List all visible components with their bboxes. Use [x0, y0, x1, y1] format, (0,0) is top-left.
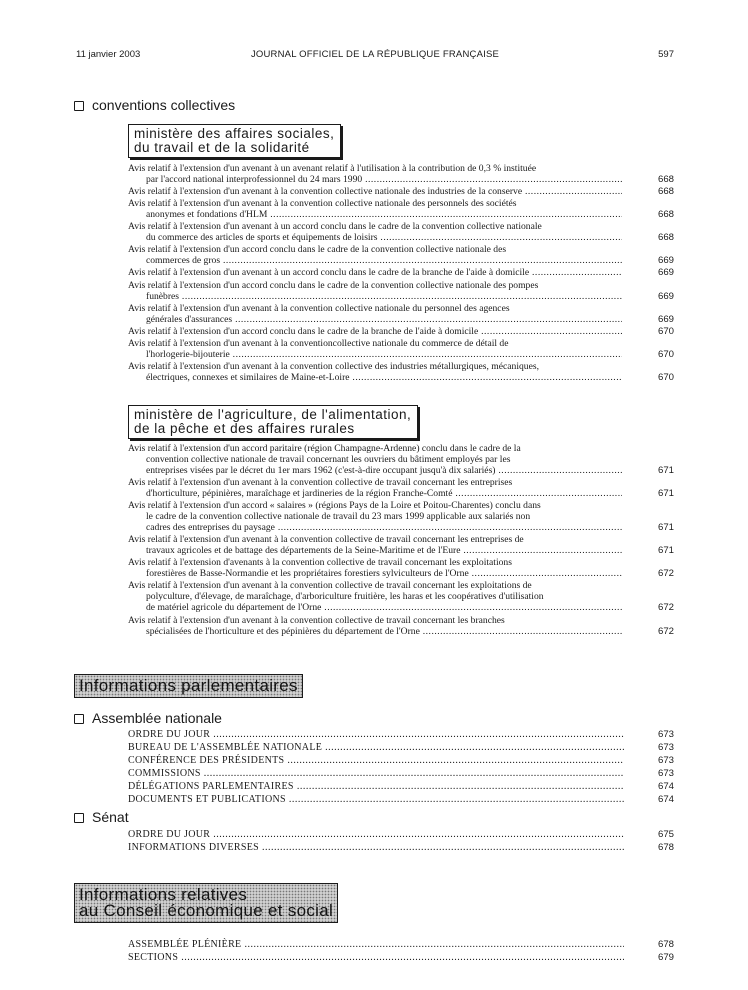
ministry-line: de la pêche et des affaires rurales: [134, 421, 355, 436]
ministry-heading-agriculture: [128, 405, 418, 439]
entry-page: 678: [657, 939, 674, 950]
toc-row[interactable]: DOCUMENTS ET PUBLICATIONS ..... 674: [128, 793, 674, 806]
entry-page: 668: [657, 186, 674, 198]
section-conventions-collectives: [74, 96, 235, 114]
ministry-agriculture-entries: [128, 443, 674, 638]
section-title: Sénat: [92, 809, 129, 825]
toc-entry[interactable]: Avis relatif à l'extension d'un avenant à la convention collective de travail concernant les entreprises d'horticulture, pépinières, maraîchage et jardineries de la région Franche-Comté ..... 671: [128, 477, 674, 499]
ministry-heading-social: [128, 124, 341, 158]
toc-row[interactable]: ASSEMBLÉE PLÉNIÈRE ..... 678: [128, 938, 674, 951]
entry-page: 673: [657, 768, 674, 779]
entry-page: 671: [657, 488, 674, 500]
entry-page: 673: [657, 729, 674, 740]
entry-page: 669: [657, 313, 674, 325]
journal-title: JOURNAL OFFICIEL DE LA RÉPUBLIQUE FRANÇAISE: [250, 49, 500, 60]
toc-row[interactable]: INFORMATIONS DIVERSES ..... 678: [128, 841, 674, 854]
band-title: Informations parlementaires: [79, 676, 298, 695]
ministry-social-entries: [128, 163, 674, 384]
entry-page: 671: [657, 465, 674, 476]
page-header: [76, 49, 674, 63]
ministry-line: ministère de l'agriculture, de l'alimentation,: [134, 407, 412, 422]
toc-entry[interactable]: Avis relatif à l'extension d'un avenant à la convention collective de travail concernant les entreprises de travaux agricoles et de battage des départements de la Seine-Maritime et de l'Eure ..... 671: [128, 534, 674, 556]
toc-entry[interactable]: Avis relatif à l'extension d'un accord conclu dans le cadre de la convention collective nationale des commerces de gros ..... 669: [128, 244, 674, 266]
entry-page: 668: [657, 174, 674, 185]
toc-entry[interactable]: Avis relatif à l'extension d'un avenant à la convention collective des industries métallurgiques, mécaniques, électriques, connexes et similaires de Maine-et-Loire ..... 670: [128, 361, 674, 383]
band-informations-parlementaires: [74, 674, 303, 698]
toc-entry[interactable]: Avis relatif à l'extension d'un avenant à la conventioncollective nationale du commerce de détail de l'horlogerie-bijouterie ..... 670: [128, 338, 674, 360]
toc-entry[interactable]: Avis relatif à l'extension d'un accord conclu dans le cadre de la convention collective nationale des pompes funèbres ..... 669: [128, 280, 674, 302]
toc-entry[interactable]: Avis relatif à l'extension d'un avenant à la convention collective nationale des personnels des sociétés anonymes et fondations d'HLM ..... 668: [128, 198, 674, 220]
entry-page: 669: [657, 267, 674, 279]
checkbox-square-icon: [74, 101, 84, 111]
ces-toc: [128, 938, 674, 964]
band-conseil-economique-social: [74, 883, 338, 923]
entry-page: 669: [657, 290, 674, 302]
entry-page: 678: [657, 842, 674, 853]
entry-page: 674: [657, 781, 674, 792]
band-title-line: au Conseil économique et social: [79, 901, 334, 920]
entry-page: 669: [657, 255, 674, 267]
entry-page: 671: [657, 522, 674, 534]
entry-page: 672: [657, 568, 674, 580]
toc-row[interactable]: DÉLÉGATIONS PARLEMENTAIRES ..... 674: [128, 780, 674, 793]
entry-page: 673: [657, 755, 674, 766]
ministry-line: du travail et de la solidarité: [134, 140, 310, 155]
checkbox-square-icon: [74, 714, 84, 724]
entry-page: 670: [657, 325, 674, 337]
section-assemblee-nationale: [74, 709, 222, 727]
toc-entry[interactable]: Avis relatif à l'extension d'un accord « salaires » (régions Pays de la Loire et Poitou-Charentes) conclu dans le cadre de la convention collective nationale de travail du 23 mars 1999 applicable aux salariés non cadres des entreprises du paysage ..... 671: [128, 500, 674, 533]
checkbox-square-icon: [74, 813, 84, 823]
toc-entry[interactable]: Avis relatif à l'extension d'un avenant à un accord conclu dans le cadre de la branche de l'aide à domicile ..... 669: [128, 267, 674, 278]
toc-entry[interactable]: Avis relatif à l'extension d'un avenant à la convention collective nationale des industries de la conserve ..... 668: [128, 186, 674, 197]
band-title-line: Informations relatives: [79, 885, 248, 904]
toc-entry[interactable]: Avis relatif à l'extension d'un accord paritaire (région Champagne-Ardenne) conclu dans le cadre de la convention collective nationale de travail concernant les ouvriers du bâtiment employés par les entreprises visées par le décret du 1er mars 1962 (c'est-à-dire occupant jusqu'à dix salariés) ..... 671: [128, 443, 674, 476]
toc-row[interactable]: SECTIONS ..... 679: [128, 951, 674, 964]
ministry-line: ministère des affaires sociales,: [134, 126, 335, 141]
toc-row[interactable]: BUREAU DE L'ASSEMBLÉE NATIONALE ..... 673: [128, 741, 674, 754]
toc-entry[interactable]: Avis relatif à l'extension d'un avenant à un avenant relatif à l'utilisation à la contribution de 0,3 % instituée par l'accord national interprofessionnel du 24 mars 1990 ..... 668: [128, 163, 674, 185]
assemblee-toc: [128, 728, 674, 806]
section-title: Assemblée nationale: [92, 710, 222, 726]
toc-row[interactable]: COMMISSIONS ..... 673: [128, 767, 674, 780]
entry-page: 674: [657, 794, 674, 805]
entry-page: 668: [657, 232, 674, 244]
issue-date: 11 janvier 2003: [76, 49, 141, 60]
section-senat: [74, 808, 129, 826]
toc-row[interactable]: ORDRE DU JOUR ..... 675: [128, 828, 674, 841]
toc-entry[interactable]: Avis relatif à l'extension d'avenants à la convention collective de travail concernant les exploitations forestières de Basse-Normandie et les propriétaires forestiers sylviculteurs de l'Orne ..... 672: [128, 557, 674, 579]
entry-page: 672: [657, 602, 674, 614]
entry-page: 671: [657, 545, 674, 557]
toc-entry[interactable]: Avis relatif à l'extension d'un accord conclu dans le cadre de la branche de l'aide à domicile ..... 670: [128, 326, 674, 337]
toc-entry[interactable]: Avis relatif à l'extension d'un avenant à un accord conclu dans le cadre de la convention collective nationale du commerce des articles de sports et équipements de loisirs ..... 668: [128, 221, 674, 243]
toc-row[interactable]: CONFÉRENCE DES PRÉSIDENTS ..... 673: [128, 754, 674, 767]
toc-row[interactable]: ORDRE DU JOUR ..... 673: [128, 728, 674, 741]
toc-entry[interactable]: Avis relatif à l'extension d'un avenant à la convention collective de travail concernant les exploitations de polyculture, d'élevage, de maraîchage, d'arboriculture fruitière, les haras et les coopératives d'utilisation de matériel agricole du département de l'Orne ..... 672: [128, 580, 674, 613]
page-number: 597: [658, 49, 674, 60]
toc-entry[interactable]: Avis relatif à l'extension d'un avenant à la convention collective nationale du personnel des agences générales d'assurances ..... 669: [128, 303, 674, 325]
senat-toc: [128, 828, 674, 854]
toc-entry[interactable]: Avis relatif à l'extension d'un avenant à la convention collective de travail concernant les branches spécialisées de l'horticulture et des pépinières du département de l'Orne ..... 672: [128, 615, 674, 637]
entry-page: 679: [657, 952, 674, 963]
entry-page: 670: [657, 348, 674, 360]
entry-page: 670: [657, 371, 674, 383]
section-title: conventions collectives: [92, 97, 236, 113]
entry-page: 673: [657, 742, 674, 753]
entry-page: 668: [657, 209, 674, 221]
entry-page: 672: [657, 625, 674, 637]
entry-page: 675: [657, 829, 674, 840]
